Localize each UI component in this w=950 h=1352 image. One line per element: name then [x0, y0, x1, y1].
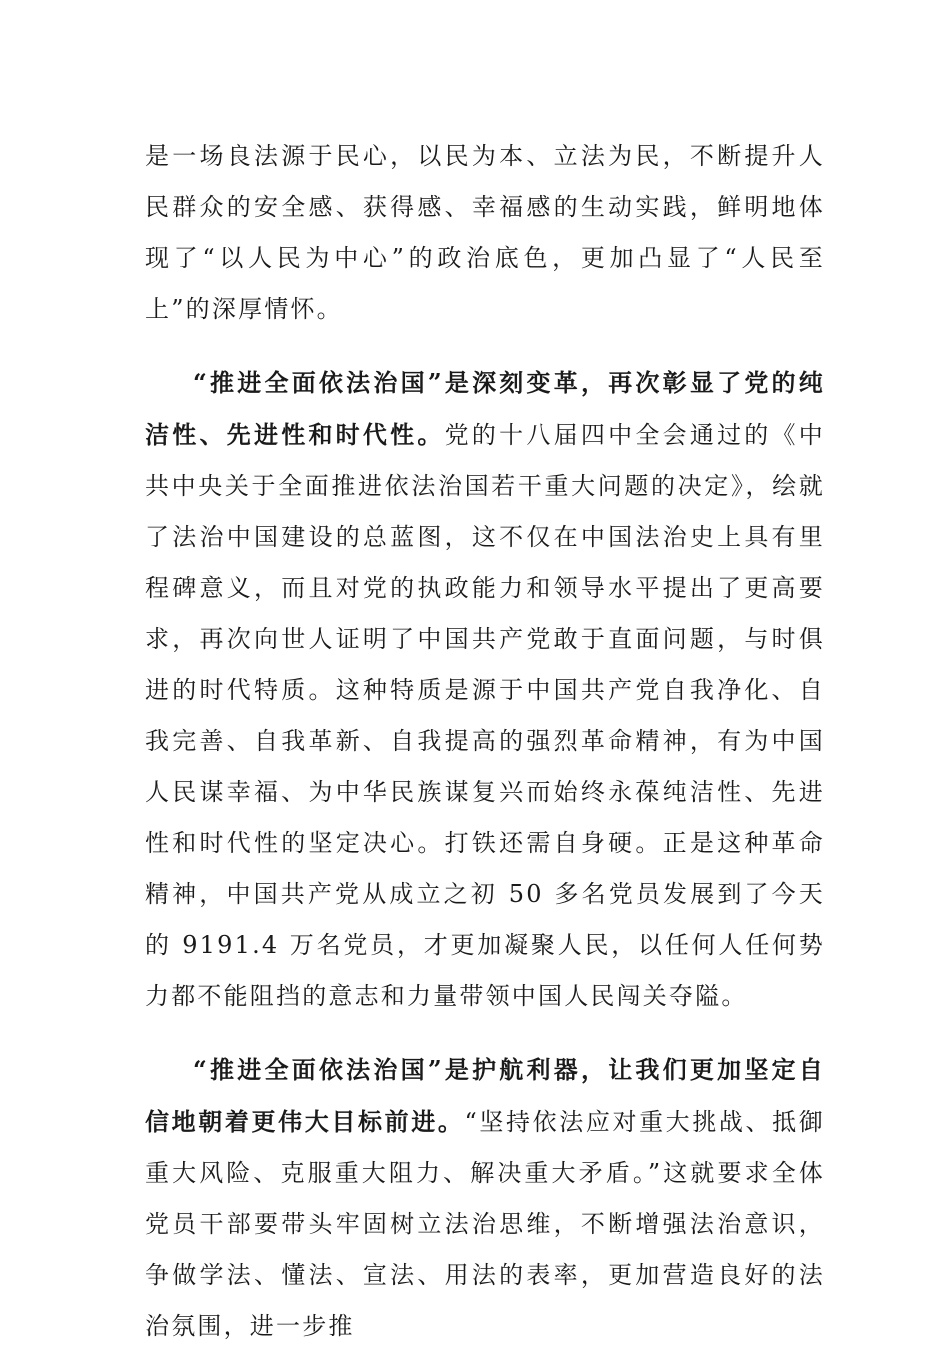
paragraph-continuation [145, 131, 825, 335]
document-body [145, 131, 825, 1352]
paragraph-text: 党的十八届四中全会通过的《中共中央关于全面推进依法治国若干重大问题的决定》，绘就了法治中国建设的总蓝图，这不仅在中国法治史上具有里程碑意义，而且对党的执政能力和领导水平提出了更高要求，再次向世人证明了中国共产党敢于直面问题，与时俱进的时代特质。这种特质是源于中国共产党自我净化、自我完善、自我革新、自我提高的强烈革命精神，有为中国人民谋幸福、为中华民族谋复兴而始终永葆纯洁性、先进性和时代性的坚定决心。打铁还需自身硬。正是这种革命精神，中国共产党从成立之初 50 多名党员发展到了今天的 9191.4 万名党员，才更加凝聚人民，以任何人任何势力都不能阻挡的意志和力量带领中国人民闯关夺隘。 [145, 421, 825, 1010]
paragraph-text: “坚持依法应对重大挑战、抵御重大风险、克服重大阻力、解决重大矛盾。”这就要求全体党员干部要带头牢固树立法治思维，不断增强法治意识，争做学法、懂法、宣法、用法的表率，更加营造良好的法治氛围，进一步推 [145, 1108, 825, 1340]
paragraph-escort-tool [145, 1044, 825, 1352]
paragraph-deep-reform [145, 357, 825, 1022]
paragraph-text: 是一场良法源于民心，以民为本、立法为民，不断提升人民群众的安全感、获得感、幸福感的生动实践，鲜明地体现了“以人民为中心”的政治底色，更加凸显了“人民至上”的深厚情怀。 [145, 142, 825, 323]
paragraph-heading: “推进全面依法治国”是深刻变革，再次彰显了党的纯洁性、先进性和时代性。 [145, 368, 825, 449]
paragraph-heading: “推进全面依法治国”是护航利器，让我们更加坚定自信地朝着更伟大目标前进。 [145, 1055, 825, 1136]
